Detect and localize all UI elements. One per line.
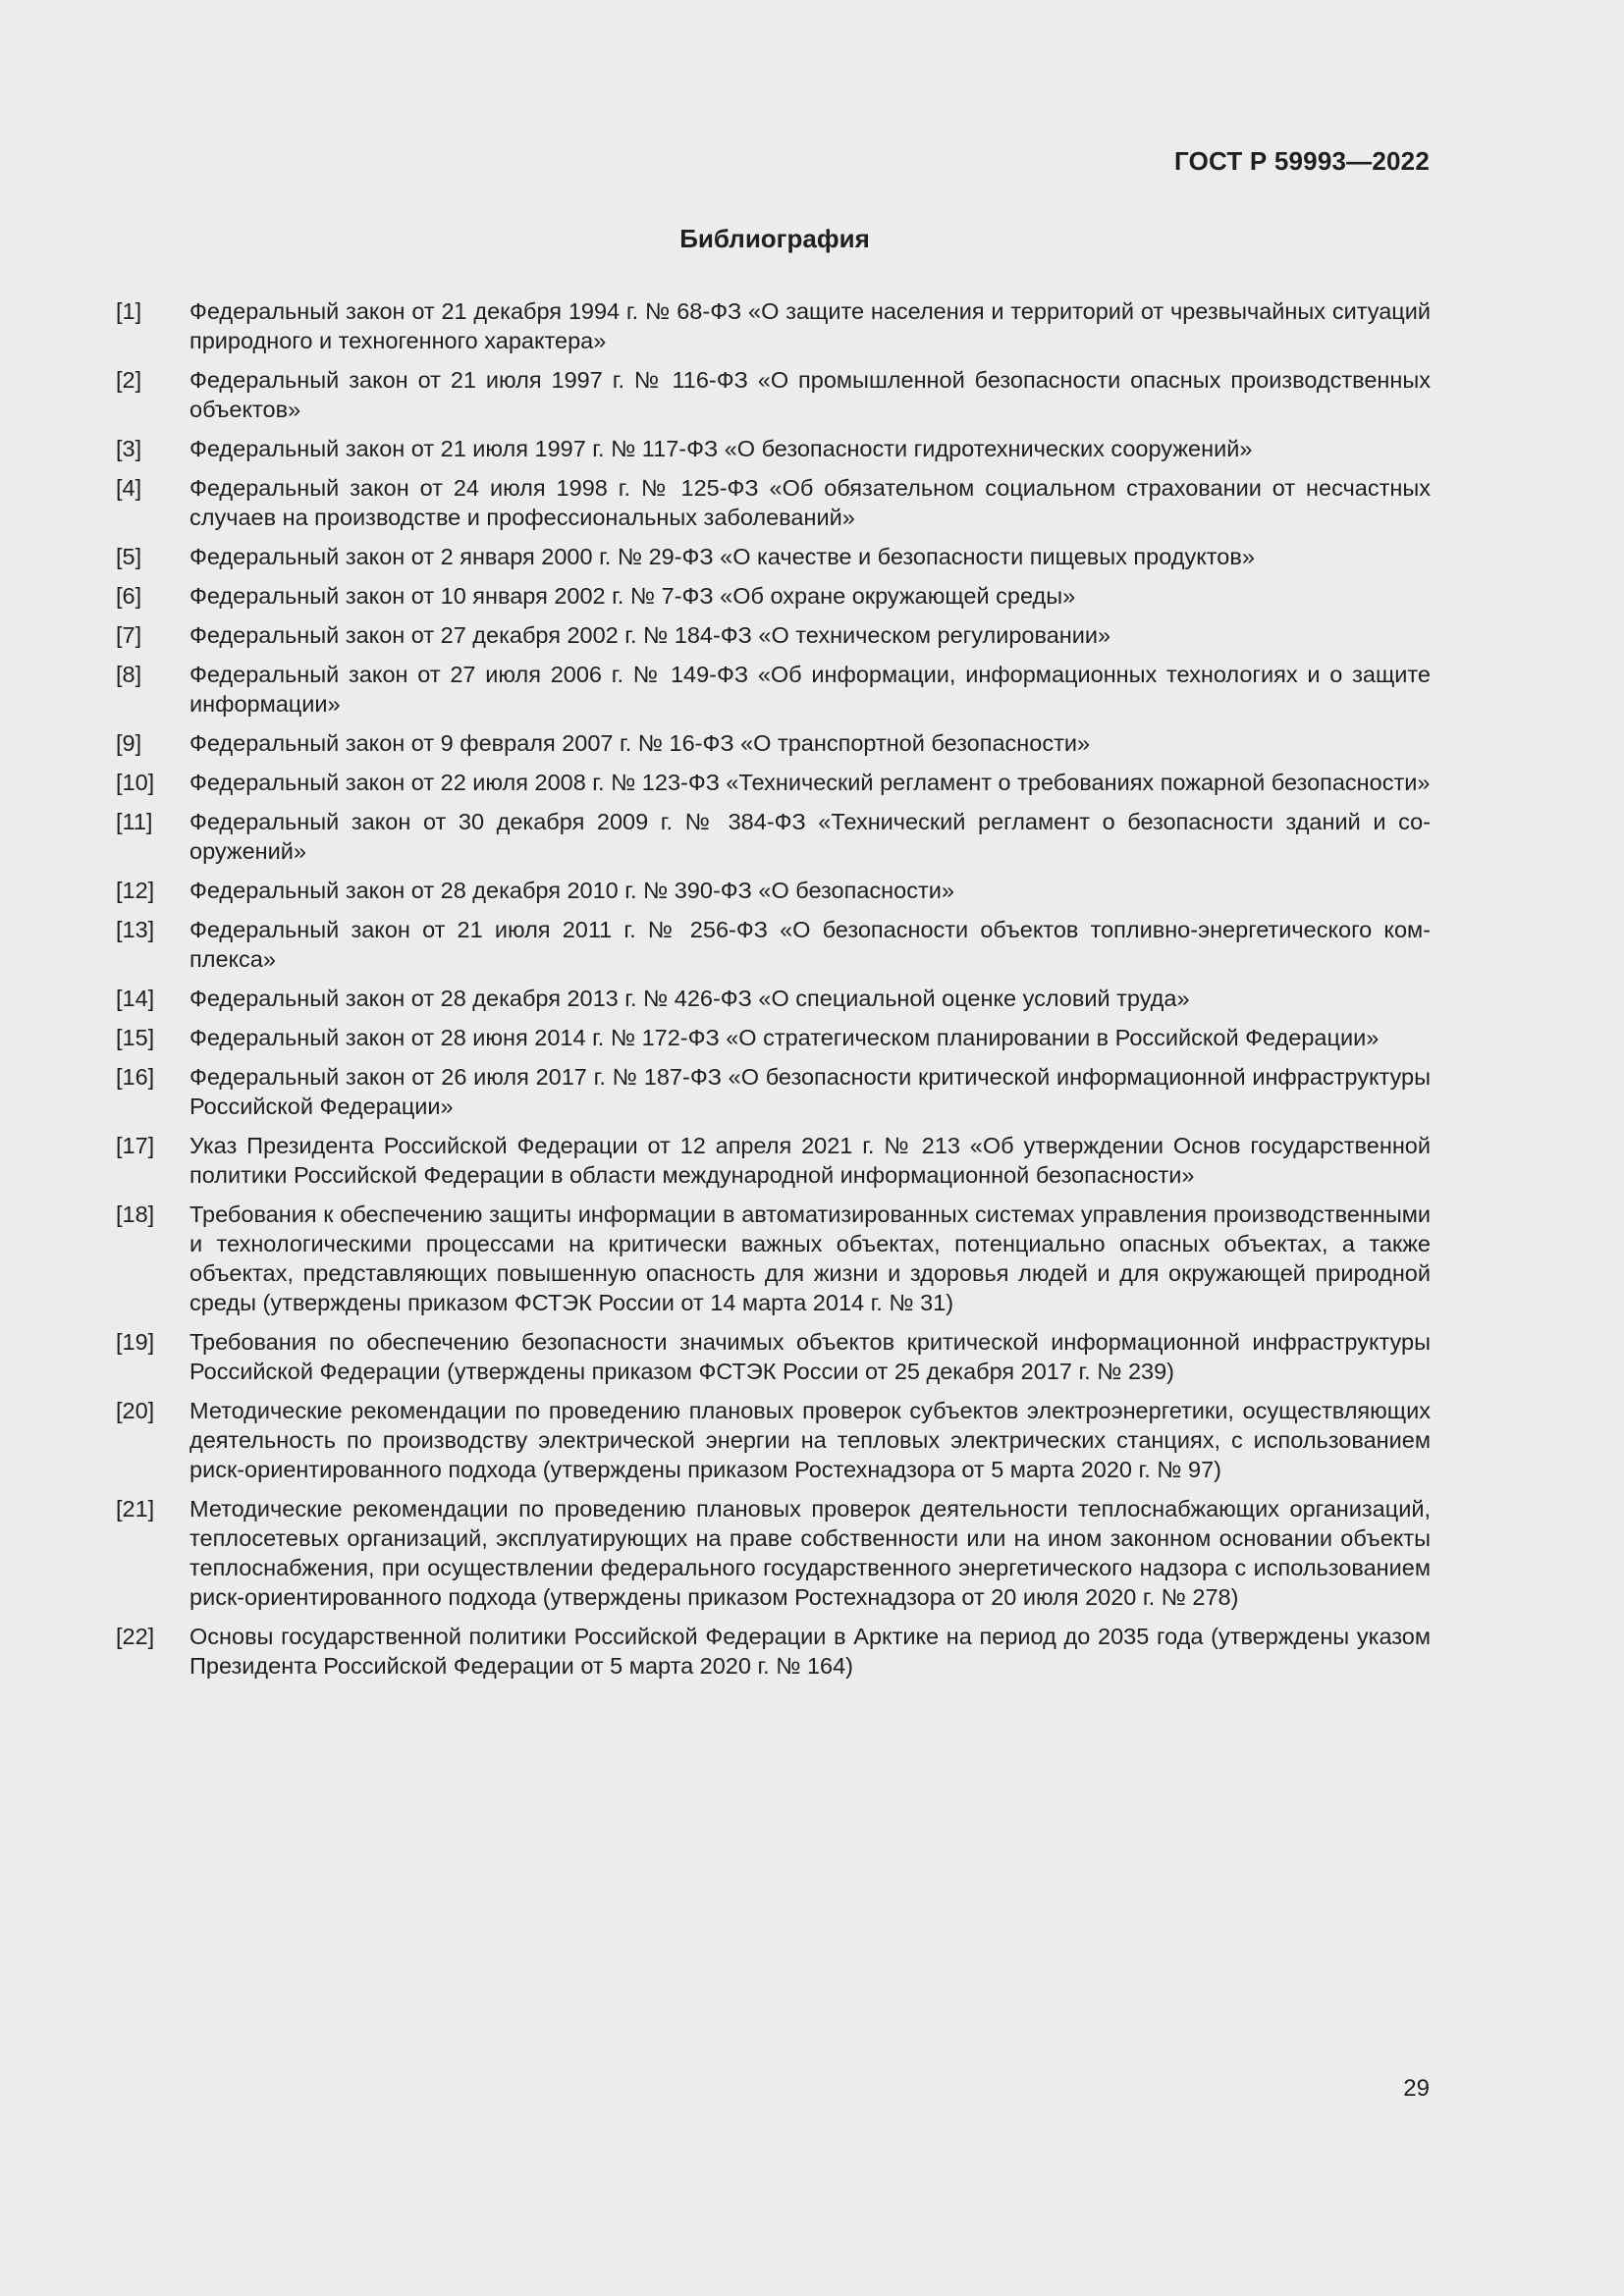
bibliography-entry: [116, 434, 1431, 463]
reference-number: [10]: [116, 770, 155, 795]
reference-number: [1]: [116, 298, 142, 324]
bibliography-entry: [116, 1023, 1431, 1052]
reference-text: Федеральный закон от 10 января 2002 г. № 7-ФЗ «Об охране окружающей среды»: [189, 583, 1076, 609]
bibliography-entry: [116, 542, 1431, 571]
reference-number: [16]: [116, 1064, 155, 1090]
reference-number: [13]: [116, 917, 155, 942]
reference-text: Федеральный закон от 30 декабря 2009 г. № 384-ФЗ «Технический регламент о безопасности зданий и сооружений»: [189, 809, 1431, 864]
reference-text: Основы государственной политики Российской Федерации в Арктике на период до 2035 года (утверждены указом Президента Российской Федерации от 5 марта 2020 г. № 164): [189, 1624, 1431, 1679]
reference-text: Федеральный закон от 21 июля 2011 г. № 256-ФЗ «О безопасности объектов топливно-энергетического комплекса»: [189, 917, 1431, 972]
document-code: ГОСТ Р 59993—2022: [1174, 146, 1430, 176]
reference-text: Федеральный закон от 21 июля 1997 г. № 116-ФЗ «О промышленной безопасности опасных производственных объектов»: [189, 367, 1431, 422]
reference-number: [3]: [116, 436, 142, 461]
reference-number: [9]: [116, 730, 142, 756]
reference-text: Федеральный закон от 28 декабря 2010 г. № 390-ФЗ «О безопасности»: [189, 878, 954, 903]
reference-text: Методические рекомендации по проведению плановых проверок субъектов электроэнергетики, осуществляющих деятельность по производству электрической энергии на тепловых электрических станциях, с использованием риск-ориентированного подхода (утверждены приказом Ростехнадзора от 5 марта 2020 г. № 97): [189, 1398, 1431, 1482]
bibliography-entry: [116, 768, 1431, 797]
bibliography-entry: [116, 984, 1431, 1013]
reference-number: [15]: [116, 1025, 155, 1050]
reference-text: Федеральный закон от 27 декабря 2002 г. № 184-ФЗ «О техническом регулировании»: [189, 622, 1111, 648]
reference-number: [7]: [116, 622, 142, 648]
bibliography-entry: [116, 1494, 1431, 1612]
bibliography-list: [116, 296, 1431, 1690]
reference-number: [17]: [116, 1133, 155, 1158]
reference-number: [18]: [116, 1201, 155, 1227]
bibliography-entry: [116, 620, 1431, 650]
reference-number: [19]: [116, 1329, 155, 1355]
reference-number: [20]: [116, 1398, 155, 1423]
reference-text: Федеральный закон от 21 июля 1997 г. № 117-ФЗ «О безопасности гидротехнических сооружений»: [189, 436, 1253, 461]
reference-number: [2]: [116, 367, 142, 393]
bibliography-entry: [116, 1327, 1431, 1386]
reference-number: [6]: [116, 583, 142, 609]
bibliography-entry: [116, 473, 1431, 532]
bibliography-entry: [116, 876, 1431, 905]
reference-text: Федеральный закон от 9 февраля 2007 г. № 16-ФЗ «О транспортной безопасности»: [189, 730, 1091, 756]
bibliography-entry: [116, 915, 1431, 974]
reference-number: [14]: [116, 986, 155, 1011]
reference-text: Требования к обеспечению защиты информации в автоматизированных системах управления производственными и технологическими процессами на критически важных объектах, потенциально опасных объектах, а также объектах, представляющих повышенную опасность для жизни и здоровья людей и для окружающей природной среды (утверждены приказом ФСТЭК России от 14 марта 2014 г. № 31): [189, 1201, 1431, 1315]
reference-number: [8]: [116, 662, 142, 687]
reference-number: [5]: [116, 544, 142, 569]
section-title: Библиография: [679, 224, 870, 253]
bibliography-entry: [116, 1200, 1431, 1317]
bibliography-entry: [116, 581, 1431, 611]
reference-number: [11]: [116, 809, 153, 834]
reference-number: [21]: [116, 1496, 155, 1522]
reference-number: [4]: [116, 475, 142, 501]
reference-text: Федеральный закон от 24 июля 1998 г. № 125-ФЗ «Об обязательном социальном страховании от несчастных случаев на производстве и профессиональных заболеваний»: [189, 475, 1431, 530]
bibliography-entry: [116, 1131, 1431, 1190]
reference-text: Методические рекомендации по проведению плановых проверок деятельности теплоснабжающих организаций, теплосетевых организаций, эксплуатирующих на праве собственности или на ином законном основании объекты теплоснабжения, при осуществлении федерального государственного энергетического надзора с использованием риск-ориентированного подхода (утверждены приказом Ростехнадзора от 20 июля 2020 г. № 278): [189, 1496, 1431, 1610]
reference-text: Федеральный закон от 26 июля 2017 г. № 187-ФЗ «О безопасности критической информационной инфраструктуры Российской Федерации»: [189, 1064, 1431, 1119]
reference-text: Федеральный закон от 2 января 2000 г. № 29-ФЗ «О качестве и безопасности пищевых продуктов»: [189, 544, 1255, 569]
reference-text: Требования по обеспечению безопасности значимых объектов критической информационной инфраструктуры Российской Федерации (утверждены приказом ФСТЭК России от 25 декабря 2017 г. № 239): [189, 1329, 1431, 1384]
reference-text: Указ Президента Российской Федерации от 12 апреля 2021 г. № 213 «Об утверждении Основ государственной политики Российской Федерации в области международной информационной безопасности»: [189, 1133, 1431, 1188]
reference-number: [22]: [116, 1624, 155, 1649]
bibliography-entry: [116, 296, 1431, 355]
reference-text: Федеральный закон от 27 июля 2006 г. № 149-ФЗ «Об информации, информационных технологиях и о защите информации»: [189, 662, 1431, 717]
reference-text: Федеральный закон от 21 декабря 1994 г. № 68-ФЗ «О защите населения и территорий от чрезвычайных ситуаций природного и техногенного характера»: [189, 298, 1431, 353]
bibliography-entry: [116, 807, 1431, 866]
reference-text: Федеральный закон от 28 июня 2014 г. № 172-ФЗ «О стратегическом планировании в Российской Федерации»: [189, 1025, 1380, 1050]
bibliography-entry: [116, 365, 1431, 424]
reference-text: Федеральный закон от 22 июля 2008 г. № 123-ФЗ «Технический регламент о требованиях пожарной безопасности»: [189, 770, 1431, 795]
bibliography-entry: [116, 1396, 1431, 1484]
bibliography-entry: [116, 1622, 1431, 1681]
bibliography-entry: [116, 1062, 1431, 1121]
bibliography-entry: [116, 728, 1431, 758]
reference-number: [12]: [116, 878, 155, 903]
page-number: 29: [1403, 2075, 1430, 2102]
bibliography-entry: [116, 660, 1431, 719]
reference-text: Федеральный закон от 28 декабря 2013 г. № 426-ФЗ «О специальной оценке условий труда»: [189, 986, 1190, 1011]
